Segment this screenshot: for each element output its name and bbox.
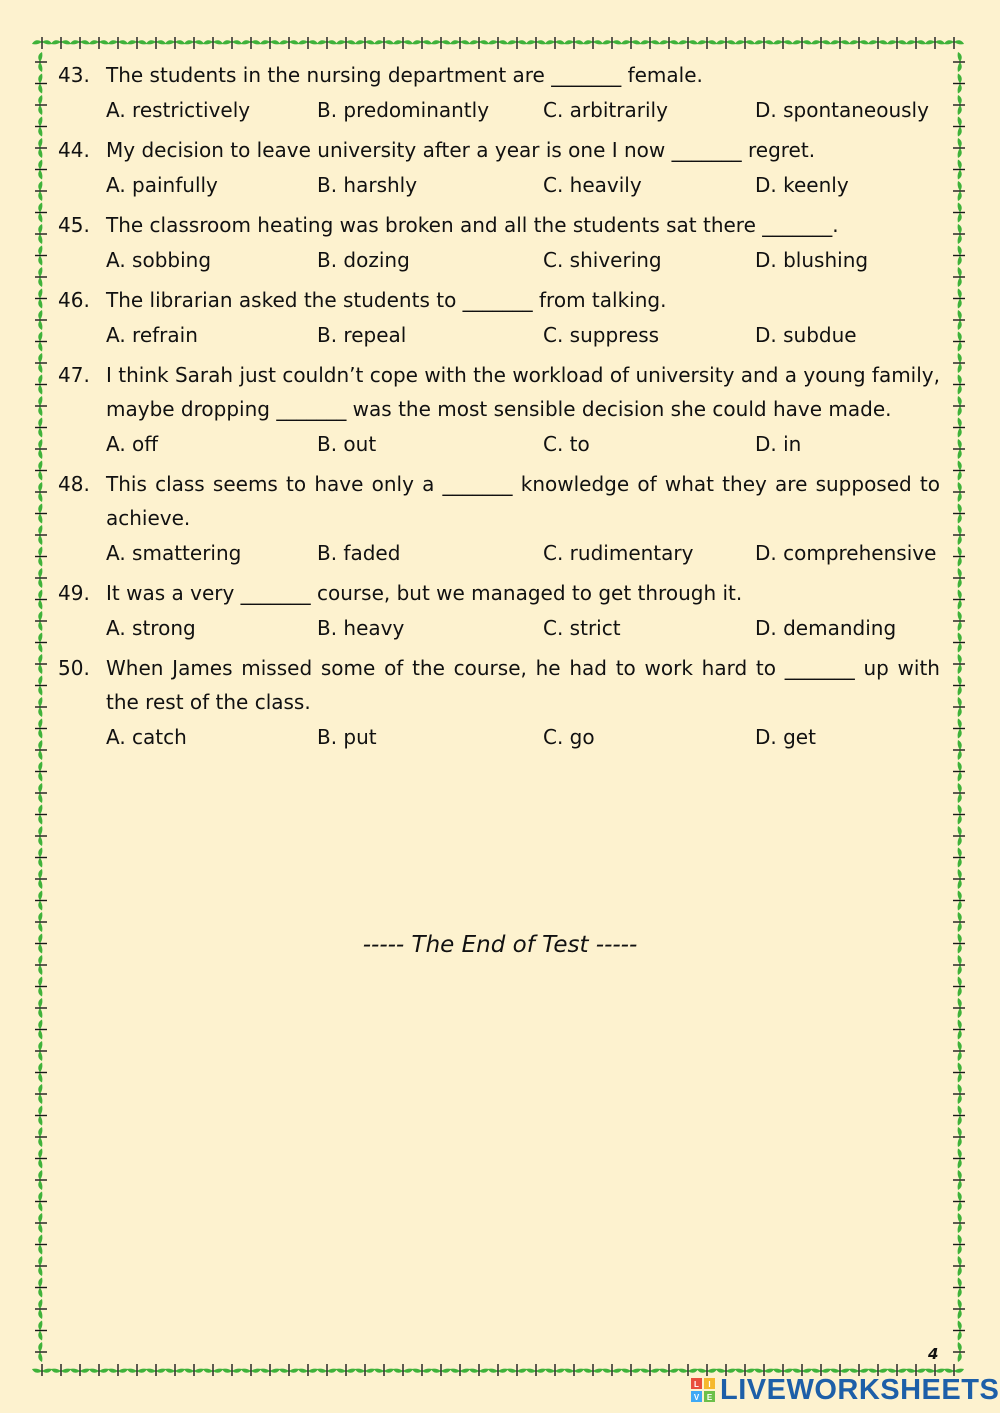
question-stem-row bbox=[58, 576, 940, 610]
question-number: 50. bbox=[58, 656, 90, 680]
answer-option-c[interactable]: C. heavily bbox=[543, 173, 642, 197]
answer-option-d[interactable]: D. demanding bbox=[755, 616, 897, 640]
answer-option-b[interactable]: B. dozing bbox=[317, 248, 410, 272]
question-stem-row bbox=[58, 283, 940, 317]
answer-option-b[interactable]: B. predominantly bbox=[317, 98, 490, 122]
answer-options bbox=[58, 169, 940, 201]
question-number: 43. bbox=[58, 63, 90, 87]
answer-option-d[interactable]: D. in bbox=[755, 432, 802, 456]
question-47 bbox=[58, 358, 940, 460]
question-stem-row bbox=[58, 133, 940, 167]
question-stem-row bbox=[58, 651, 940, 719]
answer-option-c[interactable]: C. rudimentary bbox=[543, 541, 694, 565]
question-stem-row bbox=[58, 467, 940, 535]
answer-option-d[interactable]: D. keenly bbox=[755, 173, 849, 197]
answer-option-a[interactable]: A. sobbing bbox=[106, 248, 212, 272]
answer-option-c[interactable]: C. to bbox=[543, 432, 590, 456]
question-49 bbox=[58, 576, 940, 644]
liveworksheets-watermark bbox=[690, 1374, 999, 1406]
question-48 bbox=[58, 467, 940, 569]
question-number: 47. bbox=[58, 363, 90, 387]
question-stem-row bbox=[58, 208, 940, 242]
question-43 bbox=[58, 58, 940, 126]
answer-option-d[interactable]: D. get bbox=[755, 725, 816, 749]
answer-option-d[interactable]: D. comprehensive bbox=[755, 541, 937, 565]
question-text: When James missed some of the course, he had to work hard to _______ up with the rest of the class. bbox=[106, 656, 940, 714]
question-text: The librarian asked the students to _______ from talking. bbox=[106, 288, 667, 312]
question-number: 49. bbox=[58, 581, 90, 605]
answer-options bbox=[58, 721, 940, 753]
question-stem-row bbox=[58, 58, 940, 92]
answer-option-c[interactable]: C. strict bbox=[543, 616, 621, 640]
answer-options bbox=[58, 612, 940, 644]
question-44 bbox=[58, 133, 940, 201]
answer-option-c[interactable]: C. suppress bbox=[543, 323, 660, 347]
question-45 bbox=[58, 208, 940, 276]
answer-option-c[interactable]: C. shivering bbox=[543, 248, 662, 272]
question-text: This class seems to have only a _______ knowledge of what they are supposed to achieve. bbox=[106, 472, 940, 530]
answer-option-a[interactable]: A. strong bbox=[106, 616, 196, 640]
answer-option-b[interactable]: B. put bbox=[317, 725, 377, 749]
question-number: 46. bbox=[58, 288, 90, 312]
question-text: It was a very _______ course, but we managed to get through it. bbox=[106, 581, 743, 605]
question-number: 44. bbox=[58, 138, 90, 162]
answer-option-a[interactable]: A. painfully bbox=[106, 173, 218, 197]
answer-option-b[interactable]: B. repeal bbox=[317, 323, 407, 347]
answer-option-a[interactable]: A. restrictively bbox=[106, 98, 251, 122]
question-text: My decision to leave university after a year is one I now _______ regret. bbox=[106, 138, 816, 162]
answer-option-d[interactable]: D. spontaneously bbox=[755, 98, 929, 122]
answer-option-c[interactable]: C. go bbox=[543, 725, 595, 749]
answer-options bbox=[58, 94, 940, 126]
question-number: 48. bbox=[58, 472, 90, 496]
answer-option-a[interactable]: A. refrain bbox=[106, 323, 198, 347]
svg-text:E: E bbox=[706, 1393, 713, 1402]
answer-option-c[interactable]: C. arbitrarily bbox=[543, 98, 668, 122]
question-number: 45. bbox=[58, 213, 90, 237]
question-stem-row bbox=[58, 358, 940, 426]
answer-options bbox=[58, 244, 940, 276]
answer-options bbox=[58, 428, 940, 460]
answer-option-d[interactable]: D. subdue bbox=[755, 323, 857, 347]
watermark-text: LIVEWORKSHEETS bbox=[720, 1373, 1000, 1406]
question-text: I think Sarah just couldn’t cope with the workload of university and a young family, maybe dropping _______ was the most sensible decision she could have made. bbox=[106, 363, 940, 421]
answer-option-b[interactable]: B. heavy bbox=[317, 616, 405, 640]
answer-options bbox=[58, 537, 940, 569]
svg-text:I: I bbox=[708, 1380, 711, 1389]
question-list bbox=[58, 58, 940, 760]
answer-option-a[interactable]: A. catch bbox=[106, 725, 187, 749]
answer-option-b[interactable]: B. out bbox=[317, 432, 377, 456]
question-text: The classroom heating was broken and all the students sat there _______. bbox=[106, 213, 839, 237]
svg-text:L: L bbox=[694, 1380, 699, 1389]
svg-text:V: V bbox=[693, 1393, 700, 1402]
answer-option-d[interactable]: D. blushing bbox=[755, 248, 869, 272]
end-of-test-text: ----- The End of Test ----- bbox=[362, 932, 638, 958]
answer-option-a[interactable]: A. smattering bbox=[106, 541, 242, 565]
question-50 bbox=[58, 651, 940, 753]
answer-option-a[interactable]: A. off bbox=[106, 432, 159, 456]
answer-option-b[interactable]: B. faded bbox=[317, 541, 401, 565]
question-46 bbox=[58, 283, 940, 351]
answer-option-b[interactable]: B. harshly bbox=[317, 173, 418, 197]
question-text: The students in the nursing department are _______ female. bbox=[106, 63, 703, 87]
page-number: 4 bbox=[928, 1345, 939, 1363]
answer-options bbox=[58, 319, 940, 351]
liveworksheets-logo-icon bbox=[690, 1377, 716, 1403]
